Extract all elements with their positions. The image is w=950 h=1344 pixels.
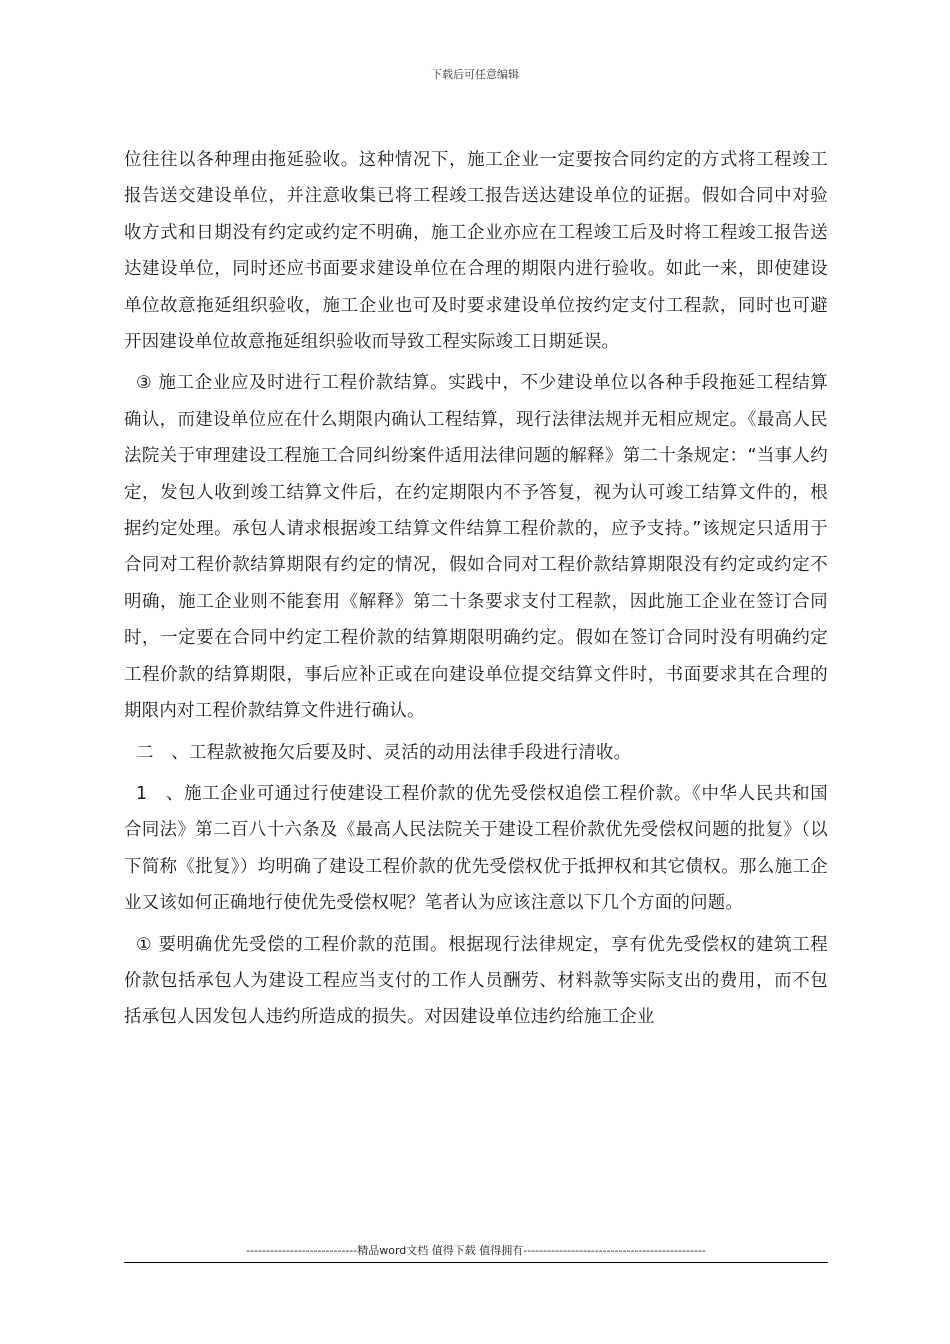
page-footer: ----------------------------精品word文档 值得下载 值得拥有----------------------------------------------	[246, 1244, 706, 1257]
paragraph-item-1: 1 、施工企业可通过行使建设工程价款的优先受偿权追偿工程价款。《中华人民共和国合同法》第二百八十六条及《最高人民法院关于建设工程价款优先受偿权问题的批复》（以下简称《批复》）均明确了建设工程价款的优先受偿权优于抵押权和其它债权。那么施工企业又该如何正确地行使优先受偿权呢？笔者认为应该注意以下几个方面的问题。	[124, 783, 828, 914]
paragraph-continuation: 位往往以各种理由拖延验收。这种情况下，施工企业一定要按合同约定的方式将工程竣工报告送交建设单位，并注意收集已将工程竣工报告送达建设单位的证据。假如合同中对验收方式和日期没有约定或约定不明确，施工企业亦应在工程竣工后及时将工程竣工报告送达建设单位，同时还应书面要求建设单位在合理的期限内进行验收。如此一来，即使建设单位故意拖延组织验收，施工企业也可及时要求建设单位按约定支付工程款，同时也可避开因建设单位故意拖延组织验收而导致工程实际竣工日期延误。	[124, 150, 828, 353]
paragraph-item-3: ③ 施工企业应及时进行工程价款结算。实践中，不少建设单位以各种手段拖延工程结算确认，而建设单位应在什么期限内确认工程结算，现行法律法规并无相应规定。《最高人民法院关于审理建设工程施工合同纠纷案件适用法律问题的解释》第二十条规定：“当事人约定，发包人收到竣工结算文件后，在约定期限内不予答复，视为认可竣工结算文件的，根据约定处理。承包人请求根据竣工结算文件结算工程价款的，应予支持。”该规定只适用于合同对工程价款结算期限有约定的情况，假如合同对工程价款结算期限没有约定或约定不明确，施工企业则不能套用《解释》第二十条要求支付工程款，因此施工企业在签订合同时，一定要在合同中约定工程价款的结算期限明确约定。假如在签订合同时没有明确约定工程价款的结算期限，事后应补正或在向建设单位提交结算文件时，书面要求其在合理的期限内对工程价款结算文件进行确认。	[124, 373, 828, 722]
page-header: 下载后可任意编辑	[431, 68, 519, 81]
footer-rule	[124, 1262, 828, 1263]
section-heading-2: 二 、工程款被拖欠后要及时、灵活的动用法律手段进行清收。	[136, 742, 632, 763]
document-body	[124, 142, 828, 1041]
paragraph-subitem-1: ① 要明确优先受偿的工程价款的范围。根据现行法律规定，享有优先受偿权的建筑工程价款包括承包人为建设工程应当支付的工作人员酬劳、材料款等实际支出的费用，而不包括承包人因发包人违约所造成的损失。对因建设单位违约给施工企业	[124, 934, 828, 1028]
